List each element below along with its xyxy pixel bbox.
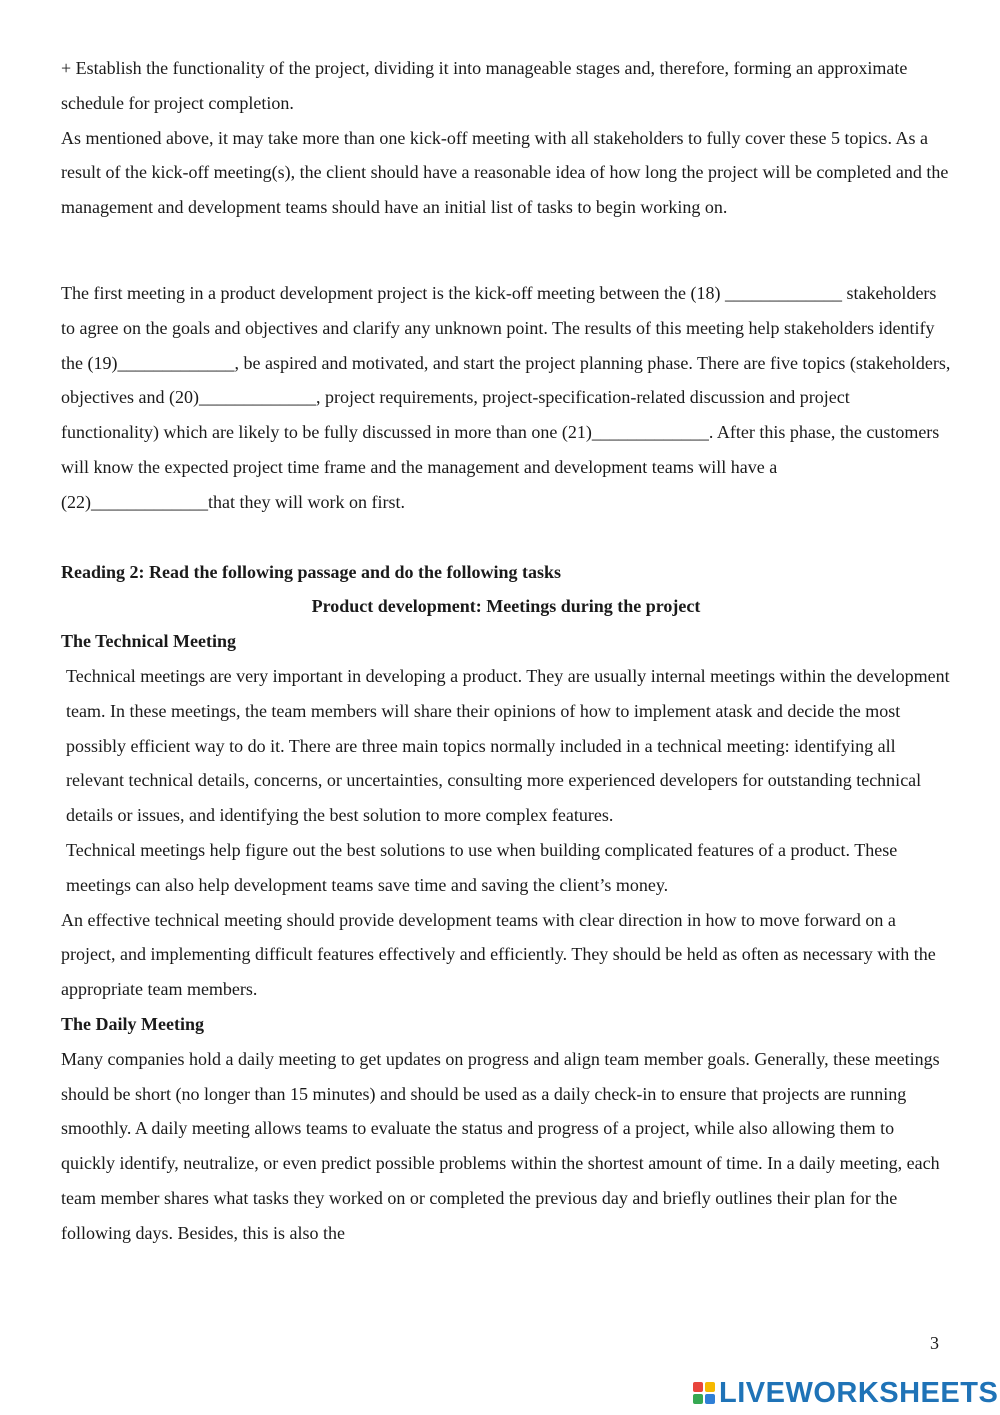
spacer (61, 520, 951, 555)
technical-paragraph-2: Technical meetings help figure out the best solutions to use when building complicated features of a product. These meetings can also help development teams save time and saving the client’s money. (66, 839, 898, 895)
intro-paragraph: As mentioned above, it may take more than one kick-off meeting with all stakeholders to fully cover these 5 topics. As a result of the kick-off meeting(s), the client should have a reasonable idea of how long the project will be completed and the management and development teams should have an initial list of tasks to begin working on. (61, 127, 949, 218)
watermark-text: LIVEWORKSHEETS (719, 1377, 999, 1409)
liveworksheets-watermark[interactable] (693, 1375, 998, 1411)
logo-square-green (693, 1394, 703, 1404)
liveworksheets-logo-icon (693, 1382, 715, 1404)
technical-paragraph-3: An effective technical meeting should provide development teams with clear direction in how to move forward on a project, and implementing difficult features effectively and efficiently. They should be held as often as necessary with the appropriate team members. (61, 909, 936, 1000)
intro-bullet-paragraph: + Establish the functionality of the project, dividing it into manageable stages and, therefore, forming an approximate schedule for project completion. (61, 58, 908, 113)
logo-square-red (693, 1382, 703, 1392)
summary-cloze-paragraph: The first meeting in a product development project is the kick-off meeting between the (18) _____________ stakeholders to agree on the goals and objectives and clarify any unknown point. The results of this meeting help stakeholders identify the (19)_____________, be aspired and motivated, and start the project planning phase. There are five topics (stakeholders, objectives and (20)_____________, project requirements, project-specification-related discussion and project functionality) which are likely to be fully discussed in more than one (21)_____________. After this phase, the customers will know the expected project time frame and the management and development teams will have a (22)_____________that they will work on first. (61, 282, 951, 512)
technical-paragraph-1: Technical meetings are very important in developing a product. They are usually internal meetings within the development team. In these meetings, the team members will share their opinions of how to implement atask and decide the most possibly efficient way to do it. There are three main topics normally included in a technical meeting: identifying all relevant technical details, concerns, or uncertainties, consulting more experienced developers for outstanding technical details or issues, and identifying the best solution to more complex features. (66, 665, 950, 826)
technical-meeting-heading: The Technical Meeting (61, 631, 236, 652)
spacer (61, 225, 951, 276)
logo-square-blue (705, 1394, 715, 1404)
daily-paragraph-1: Many companies hold a daily meeting to get updates on progress and align team member goals. Generally, these meetings should be short (no longer than 15 minutes) and should be used as a daily check-in to ensure that projects are running smoothly. A daily meeting allows teams to evaluate the status and progress of a project, while also allowing them to quickly identify, neutralize, or even predict possible problems within the shortest amount of time. In a daily meeting, each team member shares what tasks they worked on or completed the previous day and briefly outlines their plan for the following days. Besides, this is also the (61, 1048, 940, 1243)
daily-meeting-heading: The Daily Meeting (61, 1013, 204, 1034)
reading2-instruction: Reading 2: Read the following passage and do the following tasks (61, 561, 562, 582)
document-page (61, 51, 951, 1251)
logo-square-yellow (705, 1382, 715, 1392)
page-number: 3 (930, 1333, 939, 1353)
passage-title: Product development: Meetings during the project (311, 596, 701, 617)
